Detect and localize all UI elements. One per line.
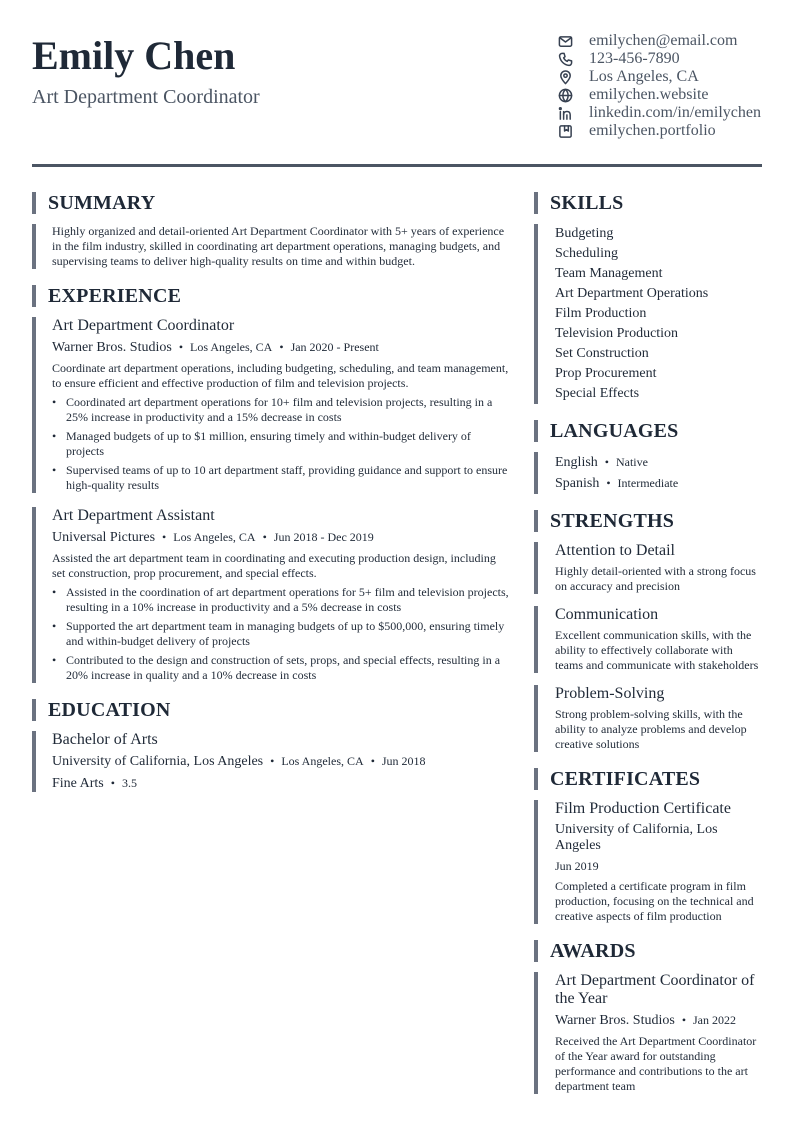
location-icon	[557, 69, 573, 85]
job-dates: Jan 2020 - Present	[290, 340, 379, 354]
certificate-item	[534, 800, 762, 924]
globe-icon	[557, 87, 573, 103]
job-bullet: • Managed budgets of up to $1 million, ensuring timely and within-budget delivery of projects	[52, 429, 510, 459]
job-company: Warner Bros. Studios	[52, 340, 172, 355]
education-field-meta	[52, 775, 510, 792]
strength-item	[534, 606, 762, 673]
skill-item: Team Management	[555, 266, 663, 281]
separator-dot: •	[604, 455, 609, 469]
contact-linkedin[interactable]	[557, 104, 767, 122]
contact-location	[557, 68, 767, 86]
skill-item: Scheduling	[555, 246, 618, 261]
strength-item	[534, 685, 762, 752]
job-entry	[32, 507, 510, 683]
summary-heading: SUMMARY	[32, 192, 510, 214]
award-title: Art Department Coordinator of the Year	[555, 972, 755, 1007]
job-dates: Jun 2018 - Dec 2019	[273, 530, 374, 544]
skill-item: Art Department Operations	[555, 286, 709, 301]
language-name: Spanish	[555, 476, 600, 491]
language-item	[555, 473, 762, 494]
job-meta	[52, 339, 510, 356]
job-meta	[52, 529, 510, 546]
portfolio-icon	[557, 123, 573, 139]
contact-location-text: Los Angeles, CA	[589, 68, 699, 85]
languages-block	[534, 452, 762, 494]
candidate-title: Art Department Coordinator	[32, 86, 260, 108]
language-level: Native	[615, 455, 648, 469]
education-meta	[52, 753, 510, 770]
skill-item: Prop Procurement	[555, 366, 657, 381]
strength-title: Attention to Detail	[555, 542, 675, 559]
summary-text: Highly organized and detail-oriented Art Department Coordinator with 5+ years of experience in the film industry, skilled in coordinating art department operations, managing budgets, and supervising teams to deliver high-quality results on time and within budget.	[52, 224, 505, 268]
contact-email[interactable]	[557, 32, 767, 50]
job-bullet: • Supported the art department team in managing budgets of up to $500,000, ensuring timely and within-budget delivery of projects	[52, 619, 510, 649]
certificate-issuer: University of California, Los Angeles	[555, 822, 718, 853]
resume-header	[32, 32, 762, 142]
contact-phone[interactable]	[557, 50, 767, 68]
separator-dot: •	[370, 754, 375, 768]
linkedin-icon	[557, 105, 573, 121]
award-date: Jan 2022	[693, 1013, 737, 1027]
separator-dot: •	[162, 530, 167, 544]
mail-icon	[557, 33, 573, 49]
main-column	[32, 192, 510, 792]
contact-phone-text: 123-456-7890	[589, 50, 680, 67]
contact-portfolio-text: emilychen.portfolio	[589, 122, 716, 139]
field-of-study: Fine Arts	[52, 776, 104, 791]
languages-heading: LANGUAGES	[534, 420, 762, 442]
contact-email-text: emilychen@email.com	[589, 32, 738, 49]
contact-list	[557, 32, 767, 140]
separator-dot: •	[178, 340, 184, 354]
certificate-description: Completed a certificate program in film production, focusing on the technical and creative aspects of film production	[555, 879, 754, 923]
job-location: Los Angeles, CA	[190, 340, 273, 354]
awards-heading: AWARDS	[534, 940, 762, 962]
award-issuer: Warner Bros. Studios	[555, 1013, 675, 1028]
skills-heading: SKILLS	[534, 192, 762, 214]
side-column	[534, 192, 762, 1094]
job-location: Los Angeles, CA	[173, 530, 256, 544]
skill-item: Budgeting	[555, 226, 614, 241]
contact-portfolio[interactable]	[557, 122, 767, 140]
job-entry	[32, 317, 510, 493]
experience-heading: EXPERIENCE	[32, 285, 510, 307]
separator-dot: •	[606, 476, 611, 490]
job-bullets	[52, 585, 510, 683]
contact-linkedin-text: linkedin.com/in/emilychen	[589, 104, 761, 121]
certificates-heading: CERTIFICATES	[534, 768, 762, 790]
phone-icon	[557, 51, 573, 67]
language-level: Intermediate	[617, 476, 679, 490]
school: University of California, Los Angeles	[52, 754, 264, 769]
skill-item: Television Production	[555, 326, 679, 341]
award-description: Received the Art Department Coordinator of the Year award for outstanding performance and contributions to the art department team	[555, 1034, 757, 1093]
job-description: Coordinate art department operations, including budgeting, scheduling, and team management, to ensure efficient and effective production of film and television projects.	[52, 361, 509, 390]
language-item	[555, 452, 762, 473]
strength-description: Strong problem-solving skills, with the ability to analyze problems and develop creative solutions	[555, 707, 747, 751]
strength-title: Communication	[555, 606, 659, 623]
job-bullet: • Coordinated art department operations for 10+ film and television projects, resulting in a 25% increase in productivity and a 15% decrease in costs	[52, 395, 510, 425]
separator-dot: •	[681, 1013, 687, 1027]
graduation-date: Jun 2018	[381, 754, 426, 768]
certificate-title: Film Production Certificate	[555, 800, 731, 817]
gpa: 3.5	[121, 776, 137, 790]
education-block	[32, 731, 510, 792]
award-meta	[555, 1012, 762, 1029]
candidate-name: Emily Chen	[32, 33, 236, 78]
job-title: Art Department Coordinator	[52, 317, 235, 334]
education-heading: EDUCATION	[32, 699, 510, 721]
strength-item	[534, 542, 762, 594]
strength-description: Excellent communication skills, with the ability to effectively collaborate with teams and communicate with stakeholders	[555, 628, 759, 672]
separator-dot: •	[270, 754, 275, 768]
job-bullet: • Assisted in the coordination of art department operations for 5+ film and television projects, resulting in a 10% increase in productivity and a 5% decrease in costs	[52, 585, 510, 615]
separator-dot: •	[262, 530, 267, 544]
summary-block	[32, 224, 510, 269]
strength-description: Highly detail-oriented with a strong focus on accuracy and precision	[555, 564, 756, 593]
header-divider	[32, 164, 762, 167]
job-bullets	[52, 395, 510, 493]
award-item	[534, 972, 762, 1094]
strength-title: Problem-Solving	[555, 685, 665, 702]
separator-dot: •	[279, 340, 284, 354]
skill-item: Special Effects	[555, 386, 640, 401]
language-name: English	[555, 455, 598, 470]
school-location: Los Angeles, CA	[281, 754, 364, 768]
contact-website[interactable]	[557, 86, 767, 104]
job-bullet: • Supervised teams of up to 10 art department staff, providing guidance and support to ensure high-quality results	[52, 463, 510, 493]
skills-block	[534, 224, 762, 404]
separator-dot: •	[110, 776, 115, 790]
strengths-heading: STRENGTHS	[534, 510, 762, 532]
job-title: Art Department Assistant	[52, 507, 215, 524]
degree: Bachelor of Arts	[52, 731, 158, 748]
job-company: Universal Pictures	[52, 530, 156, 545]
job-bullet: • Contributed to the design and construction of sets, props, and special effects, resulting in a 20% increase in quality and a 10% decrease in costs	[52, 653, 510, 683]
skill-item: Film Production	[555, 306, 647, 321]
job-description: Assisted the art department team in coordinating and executing production design, including set construction, prop procurement, and special effects.	[52, 551, 496, 580]
contact-website-text: emilychen.website	[589, 86, 709, 103]
certificate-date: Jun 2019	[555, 859, 599, 873]
skill-item: Set Construction	[555, 346, 649, 361]
